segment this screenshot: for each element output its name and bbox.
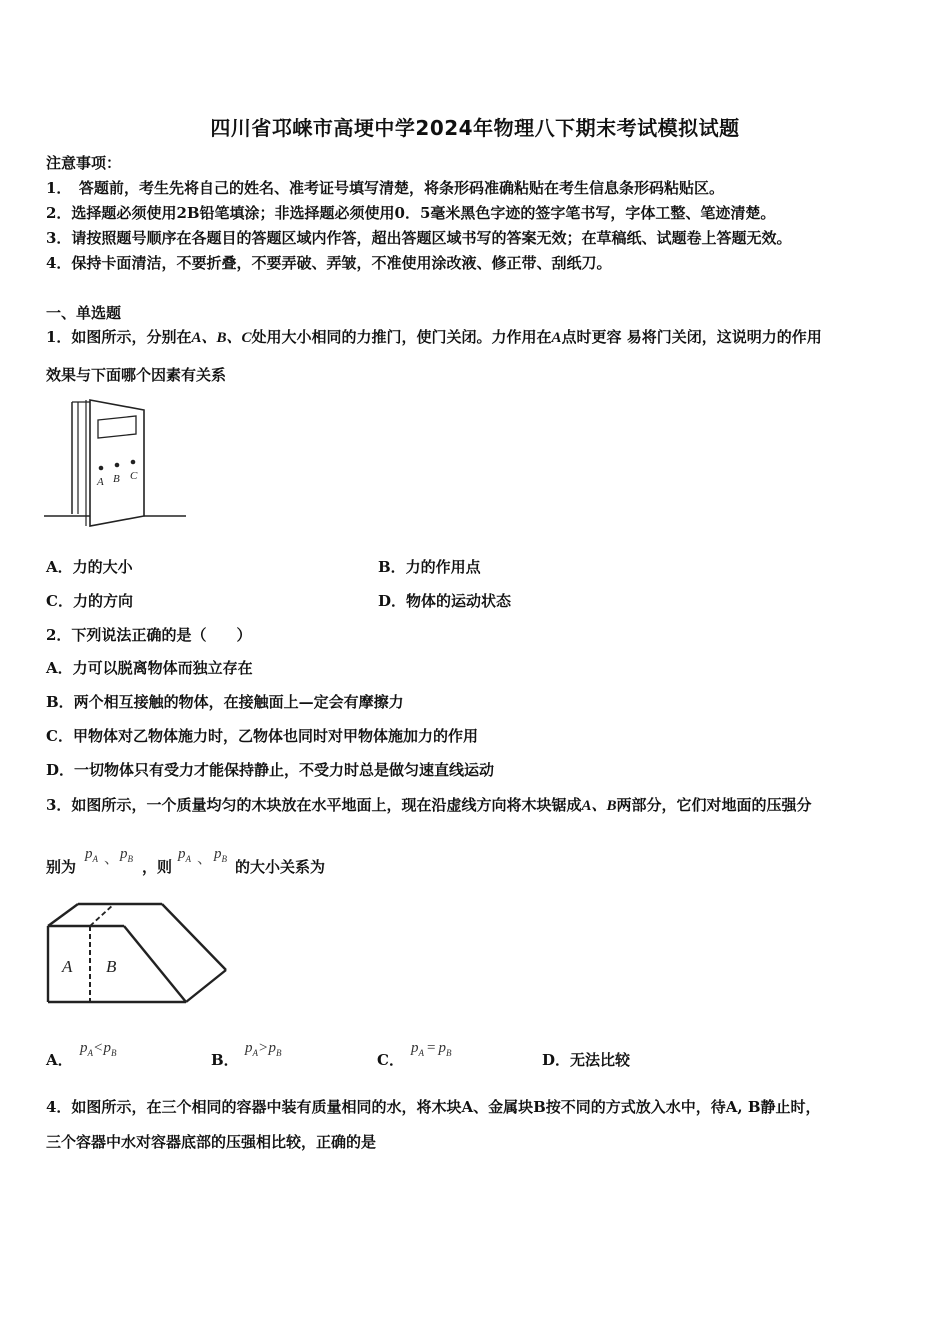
q1-option-b: B．力的作用点 — [378, 558, 481, 576]
q3-option-b-expr: $p_A>p_B$ — [245, 1040, 282, 1058]
q4-stem-line2: 三个容器中水对容器底部的压强相比较，正确的是 — [46, 1133, 377, 1151]
q2-stem: 2．下列说法正确的是（ ） — [46, 626, 252, 644]
q3-symbol-pa: $p_A$ — [85, 846, 98, 864]
q3-option-d: D．无法比较 — [542, 1051, 631, 1069]
door-label-a: A — [97, 476, 104, 488]
q3-stem-line2-tail: 的大小关系为 — [235, 858, 326, 876]
q3-option-a-letter: A． — [46, 1051, 73, 1069]
q4-stem-line1: 4．如图所示，在三个相同的容器中装有质量相同的水，将木块A、金属块B按不同的方式放入水中，待A, B静止时， — [46, 1098, 821, 1116]
wood-block-figure — [44, 900, 230, 1010]
q1-stem-line2: 效果与下面哪个因素有关系 — [46, 366, 227, 384]
q3-sep-1: 、 — [104, 849, 120, 867]
page-title: 四川省邛崃市高埂中学2024年物理八下期末考试模拟试题 — [210, 116, 740, 140]
q2-option-d: D．一切物体只有受力才能保持静止，不受力时总是做匀速直线运动 — [46, 761, 495, 779]
q1-stem-line1: 1．如图所示，分别在A、B、C处用大小相同的力推门，使门关闭。力作用在A点时更容 易将门关闭，这说明力的作用 — [46, 328, 822, 346]
block-label-b: B — [106, 957, 117, 976]
q2-option-b: B．两个相互接触的物体，在接触面上—定会有摩擦力 — [46, 693, 404, 711]
q3-stem-line1: 3．如图所示，一个质量均匀的木块放在水平地面上，现在沿虚线方向将木块锯成A、B两部分，它们对地面的压强分 — [46, 796, 812, 814]
door-label-c: C — [130, 470, 138, 482]
q3-sep-2: 、 — [197, 849, 213, 867]
block-label-a: A — [62, 957, 73, 976]
q2-option-c: C．甲物体对乙物体施力时，乙物体也同时对甲物体施加力的作用 — [46, 727, 478, 745]
notice-item-4: 4．保持卡面清洁，不要折叠，不要弄破、弄皱，不准使用涂改液、修正带、刮纸刀。 — [46, 254, 612, 272]
q2-option-a: A．力可以脱离物体而独立存在 — [46, 659, 253, 677]
q1-option-a: A．力的大小 — [46, 558, 133, 576]
q3-option-a-expr: $p_A<p_B$ — [80, 1040, 117, 1058]
notice-item-3: 3．请按照题号顺序在各题目的答题区域内作答，超出答题区域书写的答案无效；在草稿纸、试题卷上答题无效。 — [46, 229, 792, 247]
notice-item-1: 1． 答题前，考生先将自己的姓名、准考证号填写清楚，将条形码准确粘贴在考生信息条形码粘贴区。 — [46, 179, 724, 197]
q3-stem-line2-mid: ，则 — [142, 858, 173, 876]
door-figure — [44, 396, 190, 532]
door-label-b: B — [113, 473, 120, 485]
q3-option-c-letter: C． — [377, 1051, 404, 1069]
q1-option-d: D．物体的运动状态 — [378, 592, 512, 610]
q3-option-b-letter: B． — [211, 1051, 239, 1069]
q3-symbol-pb-2: $p_B$ — [214, 846, 227, 864]
q3-symbol-pa-2: $p_A$ — [178, 846, 191, 864]
q3-stem-line2-lead: 别为 — [46, 858, 77, 876]
notice-item-2: 2．选择题必须使用2B铅笔填涂；非选择题必须使用0．5毫米黑色字迹的签字笔书写，字体工整、笔迹清楚。 — [46, 204, 776, 222]
section-heading: 一、单选题 — [46, 304, 122, 322]
q3-option-c-expr: $p_A = p_B$ — [411, 1040, 452, 1058]
q1-option-c: C．力的方向 — [46, 592, 133, 610]
q3-symbol-pb: $p_B$ — [120, 846, 133, 864]
notice-heading: 注意事项： — [46, 154, 122, 172]
